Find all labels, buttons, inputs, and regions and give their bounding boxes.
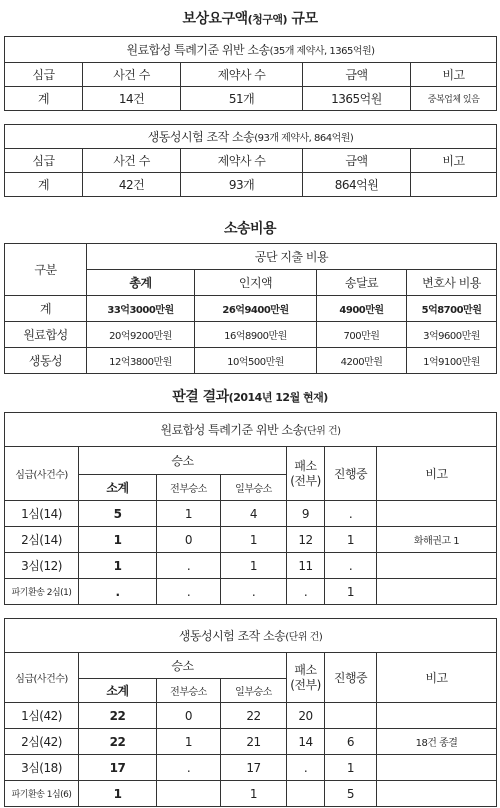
table-row <box>5 527 497 553</box>
table-row <box>5 781 497 807</box>
cell: 22 <box>221 703 287 729</box>
header-group: 승소 <box>79 653 287 679</box>
section-title-claims <box>0 8 500 28</box>
cell: 1 <box>79 553 157 579</box>
cell: . <box>157 553 221 579</box>
cell: 5 <box>79 501 157 527</box>
header-cell: 전부승소 <box>157 679 221 703</box>
cell: 12억3800만원 <box>87 348 195 374</box>
cell: 1 <box>325 579 377 605</box>
cell: 3심(12) <box>5 553 79 579</box>
header-cell: 패소 (전부) <box>287 653 325 703</box>
cell: 93개 <box>181 173 303 197</box>
cell: 계 <box>5 173 83 197</box>
header-group: 승소 <box>79 447 287 475</box>
header-cell: 일부승소 <box>221 475 287 501</box>
header-cell: 인지액 <box>195 270 317 296</box>
cell <box>157 781 221 807</box>
cell: 화해권고 1 <box>377 527 497 553</box>
header-cell: 총계 <box>87 270 195 296</box>
cell: 중복업체 있음 <box>411 87 497 111</box>
cell: 3억9600만원 <box>407 322 497 348</box>
cell: 2심(42) <box>5 729 79 755</box>
cell: 16억8900만원 <box>195 322 317 348</box>
cell: . <box>157 755 221 781</box>
cell: 6 <box>325 729 377 755</box>
header-cell: 금액 <box>303 63 411 87</box>
cell: . <box>287 755 325 781</box>
header-cell: 소계 <box>79 679 157 703</box>
table-row <box>5 729 497 755</box>
cell: 1 <box>221 553 287 579</box>
table-row <box>5 296 497 322</box>
header-cell: 비고 <box>411 149 497 173</box>
row-label: 생동성 <box>5 348 87 374</box>
cell: 파기환송 2심(1) <box>5 579 79 605</box>
header-cell: 제약사 수 <box>181 149 303 173</box>
costs-table <box>4 243 497 374</box>
cell: 700만원 <box>317 322 407 348</box>
cell: 18건 종결 <box>377 729 497 755</box>
cell: 0 <box>157 527 221 553</box>
cell: 4 <box>221 501 287 527</box>
title-main: 보상요구액 <box>182 11 248 27</box>
claims-table-raw-material <box>4 36 497 111</box>
cell: 22 <box>79 703 157 729</box>
cell: 1 <box>221 527 287 553</box>
header-cell: 진행중 <box>325 447 377 501</box>
cell: 26억9400만원 <box>195 296 317 322</box>
title-main: 판결 결과 <box>172 389 229 405</box>
cell <box>377 553 497 579</box>
cell <box>377 781 497 807</box>
header-cell: 구분 <box>5 244 87 296</box>
title-tail: 규모 <box>287 11 318 27</box>
cell: 1억9100만원 <box>407 348 497 374</box>
cell: 1 <box>157 501 221 527</box>
cell: 1 <box>221 781 287 807</box>
header-group: 공단 지출 비용 <box>87 244 497 270</box>
table-row <box>5 755 497 781</box>
cell: 1 <box>325 755 377 781</box>
verdict-table-raw-material <box>4 412 497 605</box>
cell: 1심(42) <box>5 703 79 729</box>
header-cell: 사건 수 <box>83 149 181 173</box>
header-cell: 소계 <box>79 475 157 501</box>
cell: 4200만원 <box>317 348 407 374</box>
table-row <box>5 173 497 197</box>
cell: . <box>221 579 287 605</box>
table-row <box>5 703 497 729</box>
table-row <box>5 579 497 605</box>
cell: 1365억원 <box>303 87 411 111</box>
cell <box>287 781 325 807</box>
cell: 5 <box>325 781 377 807</box>
header-cell: 비고 <box>411 63 497 87</box>
cell <box>325 703 377 729</box>
header-cell: 비고 <box>377 653 497 703</box>
cell: 10억500만원 <box>195 348 317 374</box>
cell: 계 <box>5 87 83 111</box>
header-cell: 송달료 <box>317 270 407 296</box>
cell: 5억8700만원 <box>407 296 497 322</box>
cell: 20 <box>287 703 325 729</box>
cell: 3심(18) <box>5 755 79 781</box>
cell: 14 <box>287 729 325 755</box>
section-title-costs: 소송비용 <box>223 221 277 237</box>
cell: . <box>325 553 377 579</box>
cell <box>377 501 497 527</box>
cell <box>377 703 497 729</box>
header-cell: 심급(사건수) <box>5 447 79 501</box>
table-row <box>5 348 497 374</box>
cell: 파기환송 1심(6) <box>5 781 79 807</box>
header-cell: 일부승소 <box>221 679 287 703</box>
cell: 51개 <box>181 87 303 111</box>
cell: 42건 <box>83 173 181 197</box>
table-caption: 원료합성 특례기준 위반 소송(35개 제약사, 1365억원) <box>5 37 497 63</box>
table-caption: 원료합성 특례기준 위반 소송(단위 건) <box>5 413 497 447</box>
cell <box>411 173 497 197</box>
cell: 9 <box>287 501 325 527</box>
section-title-verdicts <box>0 386 500 406</box>
cell: . <box>287 579 325 605</box>
cell: 1 <box>79 781 157 807</box>
claims-table-bioequivalence <box>4 124 497 197</box>
header-cell: 전부승소 <box>157 475 221 501</box>
cell: 2심(14) <box>5 527 79 553</box>
cell: 22 <box>79 729 157 755</box>
header-cell: 변호사 비용 <box>407 270 497 296</box>
header-cell: 비고 <box>377 447 497 501</box>
row-label: 계 <box>5 296 87 322</box>
table-caption: 생동성시험 조작 소송(93개 제약사, 864억원) <box>5 125 497 149</box>
cell: 33억3000만원 <box>87 296 195 322</box>
table-caption: 생동성시험 조작 소송(단위 건) <box>5 619 497 653</box>
header-cell: 금액 <box>303 149 411 173</box>
title-paren: (청구액) <box>247 13 288 26</box>
cell: 1 <box>79 527 157 553</box>
cell: 21 <box>221 729 287 755</box>
table-row <box>5 87 497 111</box>
cell: 0 <box>157 703 221 729</box>
cell: 1 <box>325 527 377 553</box>
cell: 12 <box>287 527 325 553</box>
cell: 864억원 <box>303 173 411 197</box>
cell: . <box>325 501 377 527</box>
header-cell: 심급 <box>5 149 83 173</box>
cell: . <box>157 579 221 605</box>
row-label: 원료합성 <box>5 322 87 348</box>
cell: 4900만원 <box>317 296 407 322</box>
cell: 20억9200만원 <box>87 322 195 348</box>
cell: . <box>79 579 157 605</box>
verdict-table-bioequivalence <box>4 618 497 807</box>
cell: 11 <box>287 553 325 579</box>
cell <box>377 755 497 781</box>
cell: 1심(14) <box>5 501 79 527</box>
cell: 17 <box>79 755 157 781</box>
header-cell: 제약사 수 <box>181 63 303 87</box>
title-note: (2014년 12월 현재) <box>228 391 328 404</box>
cell <box>377 579 497 605</box>
header-cell: 패소 (전부) <box>287 447 325 501</box>
cell: 1 <box>157 729 221 755</box>
table-row <box>5 501 497 527</box>
table-row <box>5 322 497 348</box>
cell: 17 <box>221 755 287 781</box>
header-cell: 심급(사건수) <box>5 653 79 703</box>
header-cell: 심급 <box>5 63 83 87</box>
cell: 14건 <box>83 87 181 111</box>
header-cell: 진행중 <box>325 653 377 703</box>
table-row <box>5 553 497 579</box>
header-cell: 사건 수 <box>83 63 181 87</box>
